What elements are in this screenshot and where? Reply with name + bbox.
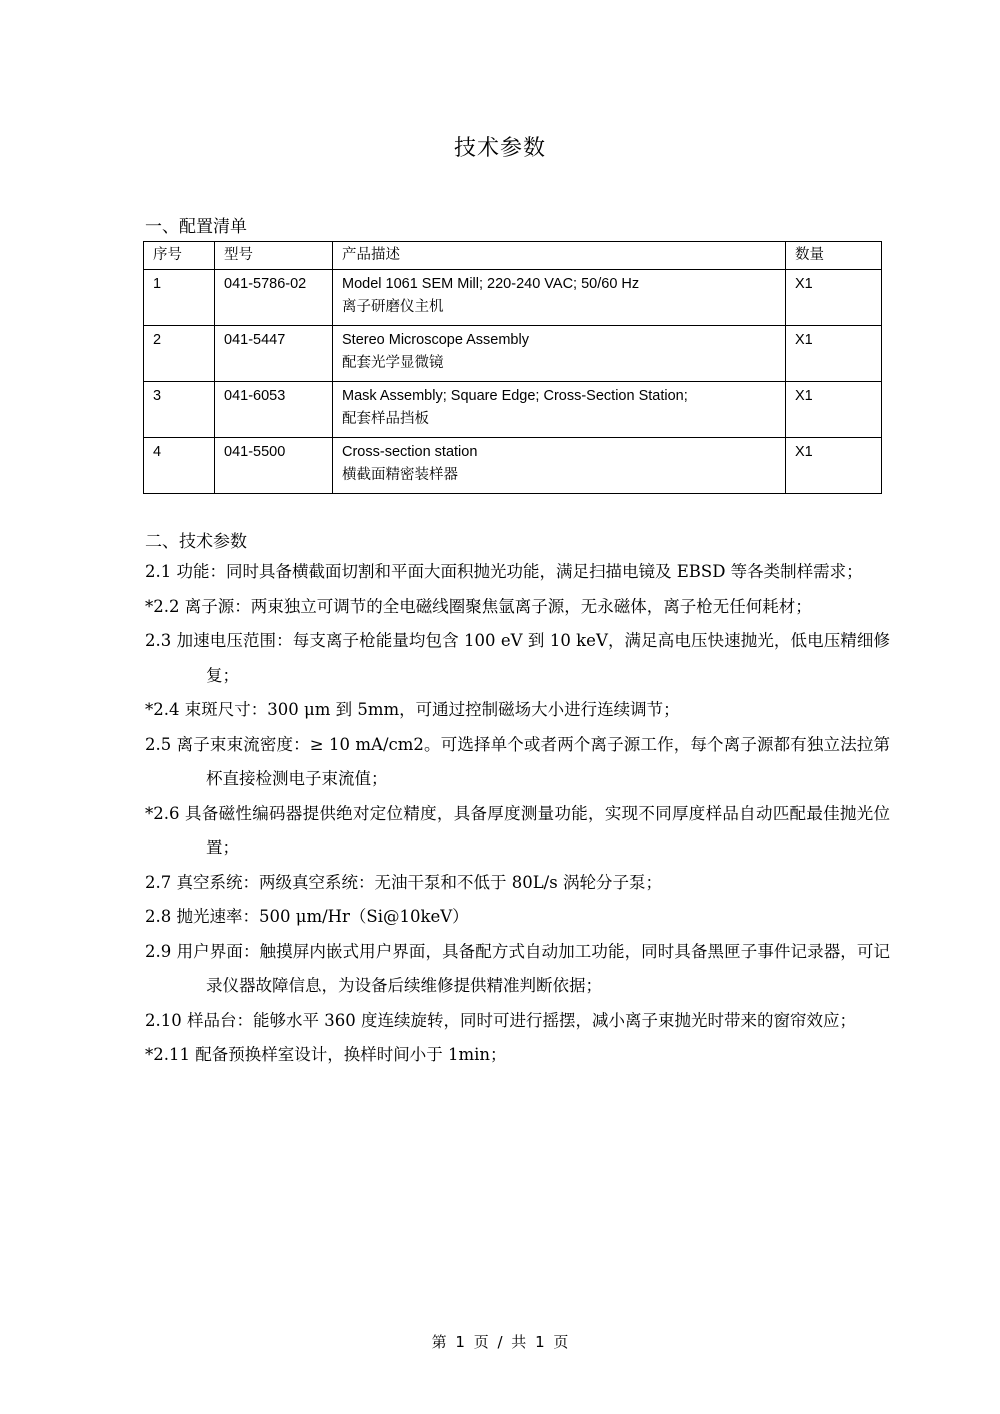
row-quantity: X1 bbox=[786, 326, 882, 382]
description-en: Stereo Microscope Assembly bbox=[342, 332, 529, 348]
row-quantity: X1 bbox=[786, 438, 882, 494]
section-heading-config-list: 一、配置清单 bbox=[145, 217, 247, 237]
row-index: 2 bbox=[144, 326, 215, 382]
page-footer: 第 1 页 / 共 1 页 bbox=[431, 1333, 569, 1351]
row-index: 1 bbox=[144, 270, 215, 326]
column-header-description: 产品描述 bbox=[333, 242, 786, 270]
param-item: *2.6 具备磁性编码器提供绝对定位精度，具备厚度测量功能，实现不同厚度样品自动匹配最佳抛光位置； bbox=[145, 803, 890, 857]
row-quantity: X1 bbox=[786, 382, 882, 438]
param-item: 2.3 加速电压范围：每支离子枪能量均包含 100 eV 到 10 keV，满足高电压快速抛光，低电压精细修复； bbox=[145, 631, 890, 685]
description-en: Cross-section station bbox=[342, 444, 478, 460]
table-header-row bbox=[144, 242, 882, 270]
row-description bbox=[333, 326, 786, 382]
param-item: 2.5 离子束束流密度：≥ 10 mA/cm2。可选择单个或者两个离子源工作，每个离子源都有独立法拉第杯直接检测电子束流值； bbox=[145, 734, 890, 788]
description-zh: 横截面精密装样器 bbox=[342, 467, 458, 483]
config-table bbox=[143, 241, 882, 494]
document-title: 技术参数 bbox=[453, 136, 546, 161]
table-row bbox=[144, 438, 882, 494]
param-item: 2.9 用户界面：触摸屏内嵌式用户界面，具备配方式自动加工功能，同时具备黑匣子事件记录器，可记录仪器故障信息，为设备后续维修提供精准判断依据； bbox=[145, 941, 890, 995]
table-row bbox=[144, 326, 882, 382]
tech-params-list bbox=[145, 555, 890, 1073]
param-item: *2.11 配备预换样室设计，换样时间小于 1min； bbox=[145, 1045, 507, 1064]
param-item: 2.7 真空系统：两级真空系统：无油干泵和不低于 80L/s 涡轮分子泵； bbox=[145, 872, 662, 892]
section-heading-tech-params: 二、技术参数 bbox=[145, 532, 247, 552]
row-description bbox=[333, 438, 786, 494]
param-item: 2.1 功能：同时具备横截面切割和平面大面积抛光功能，满足扫描电镜及 EBSD 等各类制样需求； bbox=[145, 562, 863, 581]
row-description bbox=[333, 270, 786, 326]
column-header-model: 型号 bbox=[215, 242, 333, 270]
description-zh: 配套光学显微镜 bbox=[342, 355, 444, 371]
table-row bbox=[144, 382, 882, 438]
column-header-quantity: 数量 bbox=[786, 242, 882, 270]
row-index: 3 bbox=[144, 382, 215, 438]
row-index: 4 bbox=[144, 438, 215, 494]
table-row bbox=[144, 270, 882, 326]
param-item: *2.4 束斑尺寸：300 μm 到 5mm，可通过控制磁场大小进行连续调节； bbox=[145, 700, 680, 719]
row-description bbox=[333, 382, 786, 438]
param-item: 2.10 样品台：能够水平 360 度连续旋转，同时可进行摇摆，减小离子束抛光时带来的窗帘效应； bbox=[145, 1010, 856, 1030]
description-en: Mask Assembly; Square Edge; Cross-Section Station; bbox=[342, 388, 688, 404]
description-en: Model 1061 SEM Mill; 220-240 VAC; 50/60 Hz bbox=[342, 276, 640, 292]
row-model: 041-5447 bbox=[215, 326, 333, 382]
row-model: 041-6053 bbox=[215, 382, 333, 438]
param-item: *2.2 离子源：两束独立可调节的全电磁线圈聚焦氩离子源，无永磁体，离子枪无任何耗材； bbox=[145, 596, 812, 616]
column-header-index: 序号 bbox=[144, 242, 215, 270]
param-item: 2.8 抛光速率：500 μm/Hr（Si@10keV） bbox=[145, 907, 469, 926]
description-zh: 离子研磨仪主机 bbox=[342, 299, 444, 315]
row-quantity: X1 bbox=[786, 270, 882, 326]
row-model: 041-5500 bbox=[215, 438, 333, 494]
description-zh: 配套样品挡板 bbox=[342, 411, 429, 427]
row-model: 041-5786-02 bbox=[215, 270, 333, 326]
